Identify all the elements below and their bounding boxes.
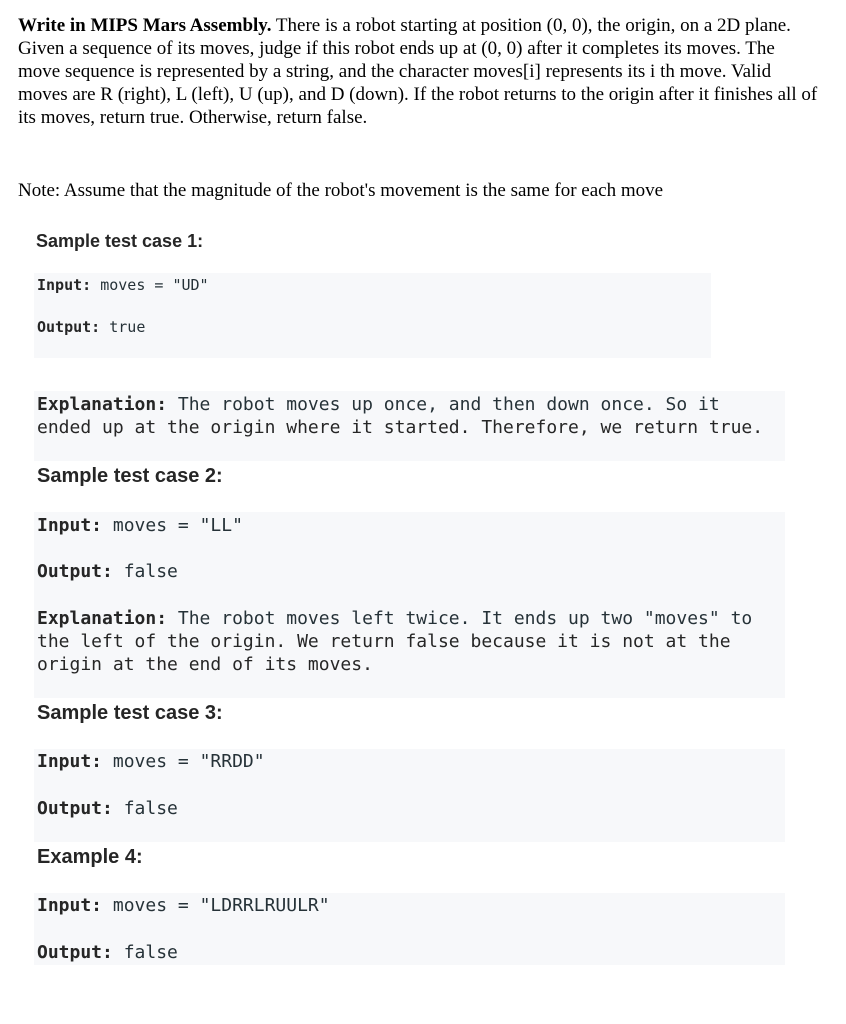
case-1-explanation-label: Explanation: [37, 394, 168, 415]
case-1-input [37, 275, 209, 295]
case-1-output-value: true [100, 318, 146, 336]
case-3-input [37, 750, 265, 773]
case-2-input-label: Input: [37, 515, 103, 536]
case-4-output [37, 941, 178, 964]
problem-statement [18, 14, 818, 129]
case-3-output-label: Output: [37, 798, 113, 819]
case-2-explanation-line-1: Explanation: The robot moves left twice. It ends up two "moves" to [37, 608, 753, 629]
case-1-explanation-line-1: Explanation: The robot moves up once, and then down once. So it [37, 394, 720, 415]
case-2-explanation-line-3: origin at the end of its moves. [37, 654, 373, 675]
problem-note: Note: Assume that the magnitude of the robot's movement is the same for each move [18, 180, 664, 201]
case-4-input-label: Input: [37, 895, 103, 916]
case-4-output-value: false [112, 942, 178, 963]
problem-text: There is a robot starting at position (0, 0), the origin, on a 2D plane. Given a sequence of its moves, judge if this robot ends up at (0, 0) after it completes its moves. The move sequence is represented by a string, and the character moves[i] represents its i th move. Valid moves are R (right), L (left), U (up), and D (down). If the robot returns to the origin after it finishes all of its moves, return true. Otherwise, return false. [18, 15, 818, 128]
case-3-heading: Sample test case 3: [37, 702, 223, 724]
case-2-explanation-label: Explanation: [37, 608, 168, 629]
case-2-output-value: false [112, 561, 178, 582]
case-3-input-value: moves = "RRDD" [102, 751, 265, 772]
case-2-heading: Sample test case 2: [37, 465, 223, 487]
case-1-heading: Sample test case 1: [36, 231, 204, 251]
case-1-input-value: moves = "UD" [91, 276, 209, 294]
case-3-output [37, 797, 178, 820]
case-4-input-value: moves = "LDRRLRUULR" [102, 895, 330, 916]
case-1-output-label: Output: [37, 318, 101, 336]
case-2-input-value: moves = "LL" [102, 515, 243, 536]
case-1-input-label: Input: [37, 276, 92, 294]
case-2-explanation-line-2: the left of the origin. We return false because it is not at the [37, 631, 731, 652]
problem-title: Write in MIPS Mars Assembly. [18, 15, 272, 36]
case-3-input-label: Input: [37, 751, 103, 772]
case-1-explanation-line-2: ended up at the origin where it started. Therefore, we return true. [37, 417, 764, 438]
case-4-output-label: Output: [37, 942, 113, 963]
case-4-heading: Example 4: [37, 846, 143, 868]
case-4-input [37, 894, 330, 917]
case-3-output-value: false [112, 798, 178, 819]
case-1-output [37, 317, 145, 337]
case-2-output [37, 560, 178, 583]
case-2-output-label: Output: [37, 561, 113, 582]
case-2-input [37, 514, 243, 537]
